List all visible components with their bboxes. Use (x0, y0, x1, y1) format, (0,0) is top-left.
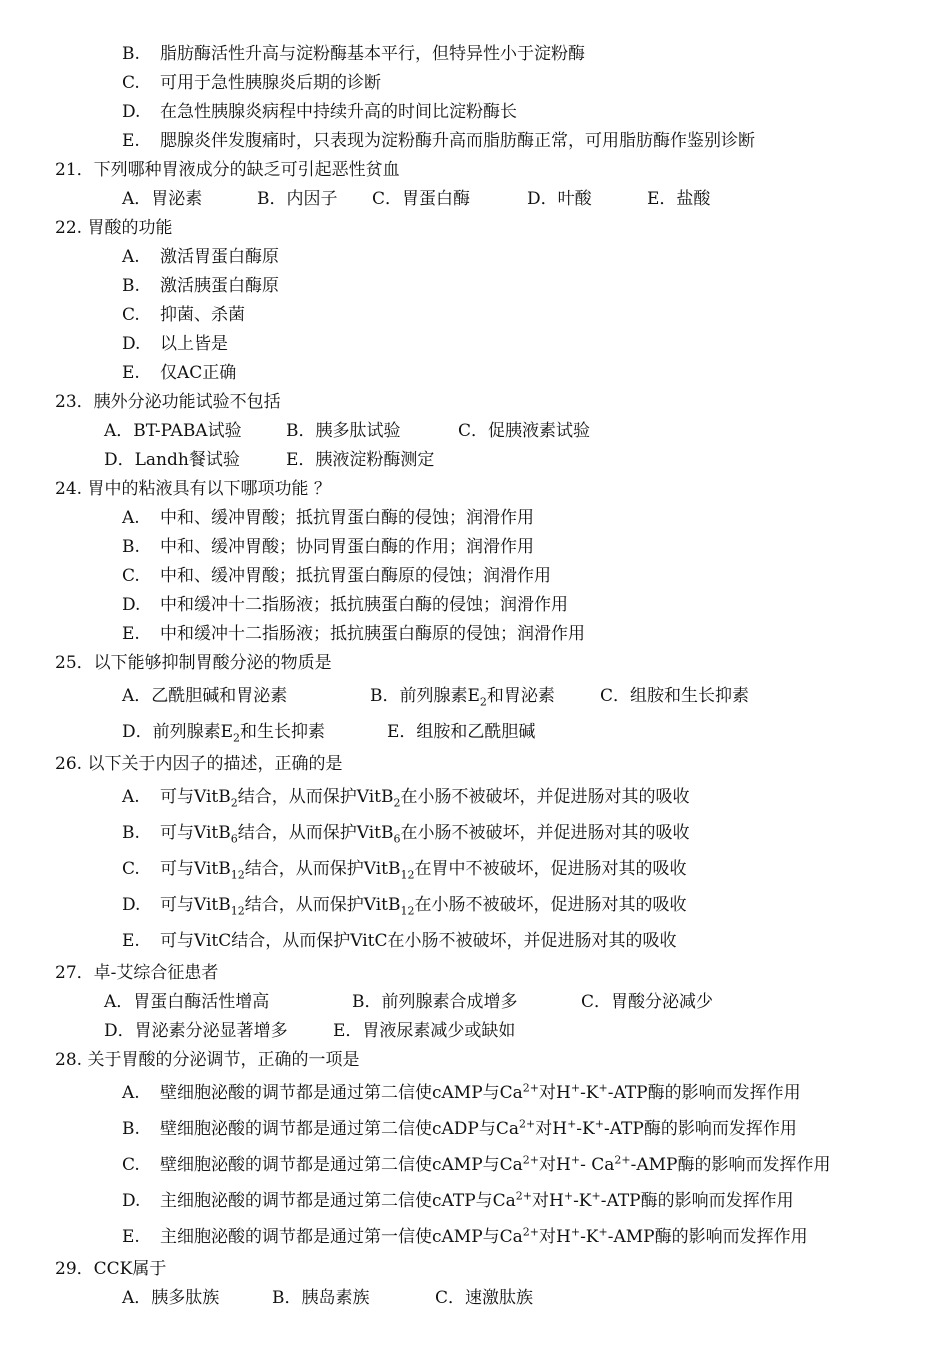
option-text-part: 2+ (519, 1117, 536, 1131)
option-text (160, 859, 687, 882)
option-letter: E. (122, 931, 140, 951)
option-text-part: 12 (400, 904, 415, 918)
option-letter: A. (122, 247, 140, 267)
inline-option-part: B．前列腺素E (370, 686, 480, 706)
answer-option (0, 40, 951, 69)
answer-option (0, 504, 951, 533)
option-text (160, 823, 690, 846)
option-text-part: 在小肠不被破坏，促进肠对其的吸收 (414, 895, 687, 915)
option-text-part: -ATP酶的影响而发挥作用 (607, 1083, 801, 1103)
option-text-part: 壁细胞泌酸的调节都是通过第二信使cAMP与Ca (160, 1083, 523, 1103)
question-stem: 21．下列哪种胃液成分的缺乏可引起恶性贫血 (55, 160, 400, 180)
option-text-part: 6 (393, 832, 401, 846)
option-letter: E. (122, 1227, 140, 1247)
option-text-part: - Ca (580, 1155, 615, 1175)
option-text: 以上皆是 (160, 334, 228, 354)
answer-option (0, 330, 951, 359)
answer-option (0, 591, 951, 620)
inline-option: C．速激肽族 (435, 1288, 534, 1308)
answer-option (0, 779, 951, 815)
option-text-part: 12 (230, 868, 245, 882)
option-text: 中和、缓冲胃酸；抵抗胃蛋白酶原的侵蚀；润滑作用 (160, 566, 551, 586)
option-text: 脂肪酶活性升高与淀粉酶基本平行，但特异性小于淀粉酶 (160, 44, 585, 64)
question-stem: 25．以下能够抑制胃酸分泌的物质是 (55, 653, 332, 673)
option-text-part: -AMP酶的影响而发挥作用 (607, 1227, 808, 1247)
option-text-part: 2+ (522, 1081, 540, 1095)
answer-option (0, 1183, 951, 1219)
option-text-part: 12 (230, 904, 245, 918)
option-letter: D. (122, 895, 141, 915)
answer-option (0, 887, 951, 923)
inline-option: C．胃酸分泌减少 (581, 992, 714, 1012)
option-text-part: + (567, 1117, 577, 1131)
option-text-part: 结合，从而保护VitB (244, 895, 401, 915)
inline-option: E．胃液尿素减少或缺如 (333, 1021, 516, 1041)
option-text-part: 在胃中不被破坏，促进肠对其的吸收 (414, 859, 687, 879)
inline-options-row (0, 1284, 951, 1313)
option-text-part: + (591, 1189, 601, 1203)
option-text-part: 对H (539, 1155, 571, 1175)
option-letter: B. (122, 1119, 140, 1139)
option-text-part: -ATP酶的影响而发挥作用 (603, 1119, 797, 1139)
option-text-part: 对H (539, 1083, 571, 1103)
option-text-part: 可与VitB (160, 823, 231, 843)
inline-option-part: 2 (233, 731, 241, 745)
option-text-part: 结合，从而保护VitB (237, 823, 394, 843)
option-text-part: 在小肠不被破坏，并促进肠对其的吸收 (400, 823, 690, 843)
option-text (160, 895, 687, 918)
inline-option-part: 2 (479, 695, 487, 709)
option-letter: B. (122, 823, 140, 843)
option-text-part: -K (580, 1083, 599, 1103)
answer-option (0, 851, 951, 887)
option-text-part: -K (573, 1191, 592, 1211)
option-letter: E. (122, 624, 140, 644)
inline-option: D．叶酸 (527, 189, 592, 209)
option-text-part: 结合，从而保护VitB (237, 787, 394, 807)
inline-option: A．乙酰胆碱和胃泌素 (122, 686, 288, 706)
option-text-part: 对H (535, 1119, 568, 1139)
answer-option (0, 1219, 951, 1255)
option-text-part: 主细胞泌酸的调节都是通过第一信使cAMP与Ca (160, 1227, 523, 1247)
option-text: 激活胰蛋白酶原 (160, 276, 279, 296)
option-text-part: + (563, 1189, 574, 1203)
inline-option: E．胰液淀粉酶测定 (286, 450, 435, 470)
option-text-part: -K (576, 1119, 595, 1139)
option-text-part: 6 (230, 832, 238, 846)
option-letter: A. (122, 508, 140, 528)
answer-option (0, 533, 951, 562)
option-text-part: 结合，从而保护VitB (244, 859, 401, 879)
question-stem: 27．卓-艾综合征患者 (55, 963, 219, 983)
option-text-part: 对H (539, 1227, 571, 1247)
option-text-part: + (570, 1153, 581, 1167)
option-text: 激活胃蛋白酶原 (160, 247, 279, 267)
option-text-part: 对H (532, 1191, 564, 1211)
option-text-part: 2 (230, 796, 238, 810)
answer-option (0, 301, 951, 330)
exam-document (0, 40, 951, 1313)
inline-options-row (0, 714, 951, 750)
option-letter: C. (122, 1155, 140, 1175)
option-letter: B. (122, 44, 140, 64)
question-stem: 29．CCK属于 (55, 1259, 167, 1279)
inline-option-part: 和生长抑素 (240, 722, 326, 742)
option-letter: E. (122, 131, 140, 151)
option-text-part: -ATP酶的影响而发挥作用 (600, 1191, 794, 1211)
option-letter: E. (122, 363, 140, 383)
option-text: 腮腺炎伴发腹痛时，只表现为淀粉酶升高而脂肪酶正常，可用脂肪酶作鉴别诊断 (160, 131, 755, 151)
option-letter: C. (122, 566, 140, 586)
inline-option-part: 和胃泌素 (486, 686, 555, 706)
inline-options-row (0, 1017, 951, 1046)
inline-options-row (0, 417, 951, 446)
option-letter: B. (122, 276, 140, 296)
question-stem: 24. 胃中的粘液具有以下哪项功能 ？ (55, 479, 331, 499)
option-text (160, 1119, 797, 1139)
option-text-part: 在小肠不被破坏，并促进肠对其的吸收 (400, 787, 690, 807)
answer-option (0, 98, 951, 127)
option-text-part: 主细胞泌酸的调节都是通过第二信使cATP与Ca (160, 1191, 516, 1211)
inline-option (122, 714, 387, 750)
inline-options-row (0, 988, 951, 1017)
option-letter: C. (122, 73, 140, 93)
answer-option (0, 923, 951, 959)
question-stem: 26. 以下关于内因子的描述，正确的是 (55, 754, 343, 774)
option-text-part: 2+ (522, 1225, 540, 1239)
question-stem: 28. 关于胃酸的分泌调节，正确的一项是 (55, 1050, 360, 1070)
answer-option (0, 1075, 951, 1111)
option-text: 中和、缓冲胃酸；抵抗胃蛋白酶的侵蚀；润滑作用 (160, 508, 534, 528)
inline-options-row (0, 678, 951, 714)
option-text: 中和、缓冲胃酸；协同胃蛋白酶的作用；润滑作用 (160, 537, 534, 557)
option-text-part: 壁细胞泌酸的调节都是通过第二信使cADP与Ca (160, 1119, 520, 1139)
answer-option (0, 359, 951, 388)
option-text: 在急性胰腺炎病程中持续升高的时间比淀粉酶长 (160, 102, 517, 122)
option-text-part: 2 (393, 796, 401, 810)
option-text-part: 可与VitB (160, 895, 231, 915)
inline-option: B．前列腺素合成增多 (352, 992, 518, 1012)
answer-option (0, 272, 951, 301)
option-text: 中和缓冲十二指肠液；抵抗胰蛋白酶原的侵蚀；润滑作用 (160, 624, 585, 644)
option-text (160, 1227, 808, 1247)
option-text (160, 1083, 801, 1103)
inline-option: A．BT-PABA试验 (104, 421, 242, 441)
answer-option (0, 127, 951, 156)
inline-option: B．内因子 (257, 189, 338, 209)
option-text-part: 2+ (515, 1189, 533, 1203)
inline-option: B．胰多肽试验 (286, 421, 401, 441)
option-text-part: 2+ (522, 1153, 540, 1167)
option-text-part: + (594, 1117, 604, 1131)
option-letter: D. (122, 102, 141, 122)
question-stem: 22. 胃酸的功能 (55, 218, 173, 238)
option-text-part: 壁细胞泌酸的调节都是通过第二信使cAMP与Ca (160, 1155, 523, 1175)
inline-option: A．胃蛋白酶活性增高 (104, 992, 270, 1012)
option-letter: D. (122, 1191, 141, 1211)
option-text-part: 可与VitB (160, 787, 231, 807)
option-text-part: 2+ (614, 1153, 631, 1167)
inline-option: C．促胰液素试验 (458, 421, 591, 441)
option-text-part: + (598, 1225, 608, 1239)
option-text (160, 787, 690, 810)
option-text (160, 1155, 830, 1175)
option-text-part: + (598, 1081, 608, 1095)
option-text-part: + (570, 1081, 581, 1095)
option-letter: D. (122, 334, 141, 354)
option-text (160, 1191, 794, 1211)
answer-option (0, 69, 951, 98)
answer-option (0, 620, 951, 649)
answer-option (0, 1111, 951, 1147)
option-text: 中和缓冲十二指肠液；抵抗胰蛋白酶的侵蚀；润滑作用 (160, 595, 568, 615)
option-letter: B. (122, 537, 140, 557)
option-text: 仅AC正确 (160, 363, 237, 383)
inline-option: D．胃泌素分泌显著增多 (104, 1021, 288, 1041)
inline-option: C．胃蛋白酶 (372, 189, 471, 209)
option-text: 可用于急性胰腺炎后期的诊断 (160, 73, 381, 93)
inline-options-row (0, 446, 951, 475)
option-text-part: 可与VitB (160, 859, 231, 879)
question-stem: 23．胰外分泌功能试验不包括 (55, 392, 281, 412)
inline-option: A．胰多肽族 (122, 1288, 220, 1308)
option-text-part: -AMP酶的影响而发挥作用 (630, 1155, 831, 1175)
inline-option: A．胃泌素 (122, 189, 203, 209)
option-text-part: 12 (400, 868, 415, 882)
answer-option (0, 243, 951, 272)
inline-option-part: D．前列腺素E (122, 722, 234, 742)
inline-option: B．胰岛素族 (272, 1288, 370, 1308)
option-text-part: + (570, 1225, 581, 1239)
answer-option (0, 1147, 951, 1183)
inline-options-row (0, 185, 951, 214)
option-letter: C. (122, 305, 140, 325)
inline-option: C．组胺和生长抑素 (600, 686, 750, 706)
option-letter: A. (122, 787, 140, 807)
option-letter: C. (122, 859, 140, 879)
answer-option (0, 562, 951, 591)
inline-option: D．Landh餐试验 (104, 450, 240, 470)
option-text: 可与VitC结合，从而保护VitC在小肠不被破坏，并促进肠对其的吸收 (160, 931, 677, 951)
option-text: 抑菌、杀菌 (160, 305, 245, 325)
option-letter: D. (122, 595, 141, 615)
option-text-part: -K (580, 1227, 599, 1247)
inline-option: E．组胺和乙酰胆碱 (387, 722, 536, 742)
option-letter: A. (122, 1083, 140, 1103)
answer-option (0, 815, 951, 851)
inline-option (370, 678, 600, 714)
inline-option: E．盐酸 (647, 189, 711, 209)
